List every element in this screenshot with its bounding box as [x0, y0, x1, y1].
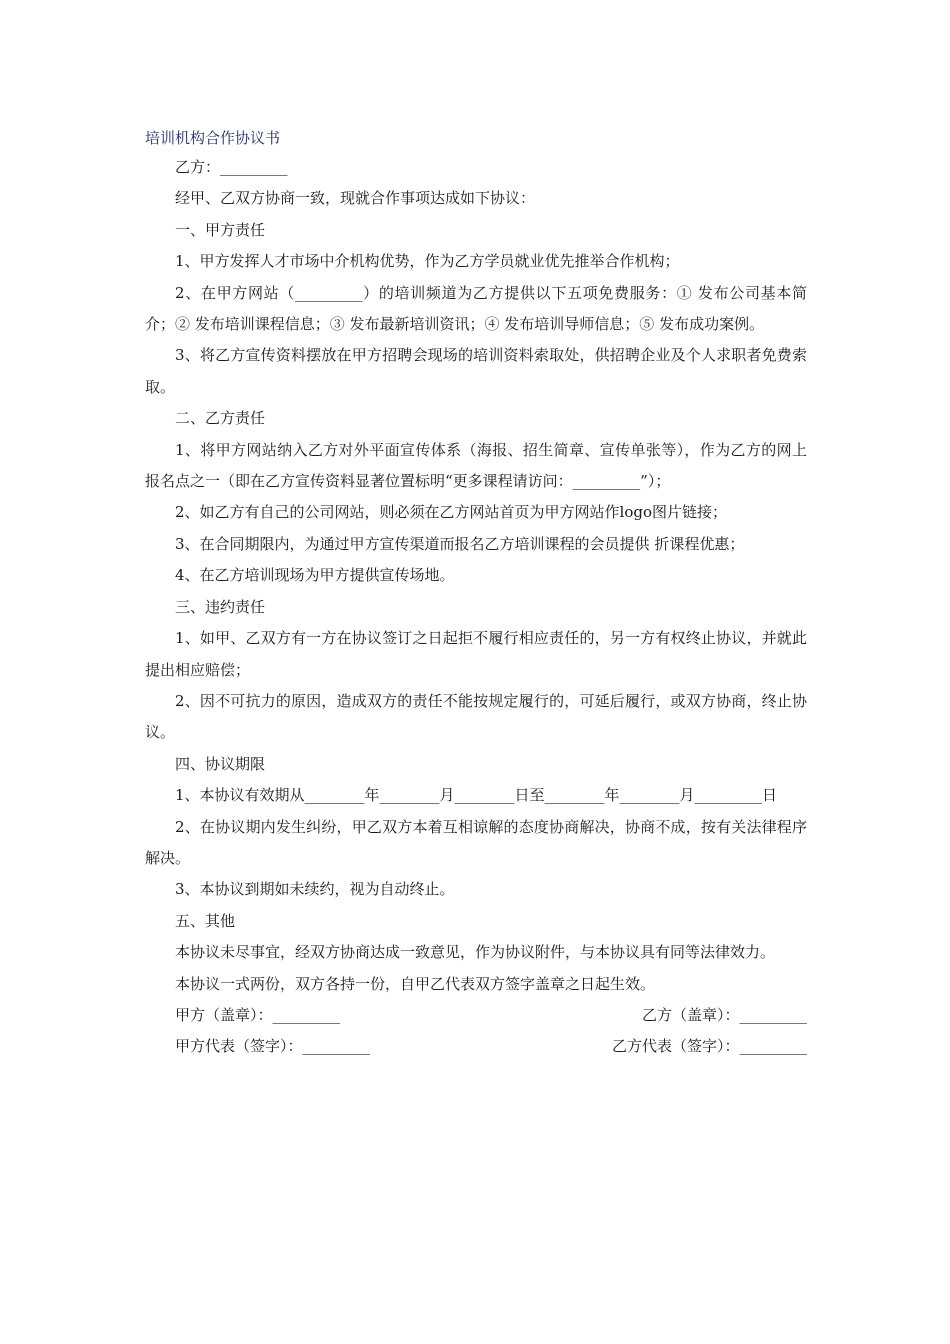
- document-page: [145, 124, 807, 1063]
- clause-b-4: 4、在乙方培训现场为甲方提供宣传场地。: [175, 566, 455, 585]
- party-a-seal: 甲方（盖章）：_________: [175, 1005, 341, 1024]
- clause-breach-2: 2、因不可抗力的原因，造成双方的责任不能按规定履行的，可延后履行，或双方协商，终止协议。: [145, 691, 807, 742]
- signature-row-seal: [145, 1000, 807, 1031]
- clause-other-1: 本协议未尽事宜，经双方协商达成一致意见，作为协议附件，与本协议具有同等法律效力。: [175, 943, 776, 962]
- clause-breach-1: 1、如甲、乙双方有一方在协议签订之日起拒不履行相应责任的，另一方有权终止协议，并就此提出相应赔偿；: [145, 629, 807, 679]
- section-heading-party-b: 二、乙方责任: [175, 409, 266, 428]
- party-b-line: 乙方：_________: [175, 158, 288, 176]
- clause-b-2: 2、如乙方有自己的公司网站，则必须在乙方网站首页为甲方网站作logo图片链接；: [175, 503, 728, 522]
- document-title: 培训机构合作协议书: [145, 129, 281, 147]
- clause-term-3: 3、本协议到期如未续约，视为自动终止。: [175, 880, 455, 899]
- section-heading-other: 五、其他: [175, 911, 236, 930]
- clause-other-2: 本协议一式两份，双方各持一份，自甲乙代表双方签字盖章之日起生效。: [175, 974, 656, 993]
- clause-term-2: 2、在协议期内发生纠纷，甲乙双方本着互相谅解的态度协商解决，协商不成，按有关法律程序解决。: [145, 817, 807, 867]
- party-b-representative: 乙方代表（签字）：_________: [611, 1037, 807, 1056]
- clause-term-1: 1、本协议有效期从________年________月________日至________年________月_________日: [175, 786, 778, 805]
- section-heading-breach: 三、违约责任: [175, 597, 266, 616]
- clause-a-3: 3、将乙方宣传资料摆放在甲方招聘会现场的培训资料索取处，供招聘企业及个人求职者免费索取。: [145, 346, 807, 396]
- preamble: 经甲、乙双方协商一致，现就合作事项达成如下协议：: [175, 189, 536, 208]
- clause-a-1: 1、甲方发挥人才市场中介机构优势，作为乙方学员就业优先推举合作机构；: [175, 252, 680, 271]
- clause-b-3: 3、在合同期限内，为通过甲方宣传渠道而报名乙方培训课程的会员提供 折课程优惠；: [175, 534, 745, 553]
- section-heading-term: 四、协议期限: [175, 754, 266, 773]
- clause-b-1: 1、将甲方网站纳入乙方对外平面宣传体系（海报、招生简章、宣传单张等），作为乙方的网上报名点之一（即在乙方宣传资料显著位置标明“更多课程请访问：_________”）；: [145, 440, 807, 491]
- clause-a-2: 2、在甲方网站（_________）的培训频道为乙方提供以下五项免费服务：① 发布公司基本简介；② 发布培训课程信息；③ 发布最新培训资讯；④ 发布培训导师信息；⑤ 发布成功案例。: [145, 283, 807, 334]
- section-heading-party-a: 一、甲方责任: [175, 220, 266, 239]
- party-a-representative: 甲方代表（签字）：_________: [175, 1037, 371, 1056]
- signature-row-representative: [145, 1031, 807, 1062]
- party-b-seal: 乙方（盖章）：_________: [641, 1005, 807, 1024]
